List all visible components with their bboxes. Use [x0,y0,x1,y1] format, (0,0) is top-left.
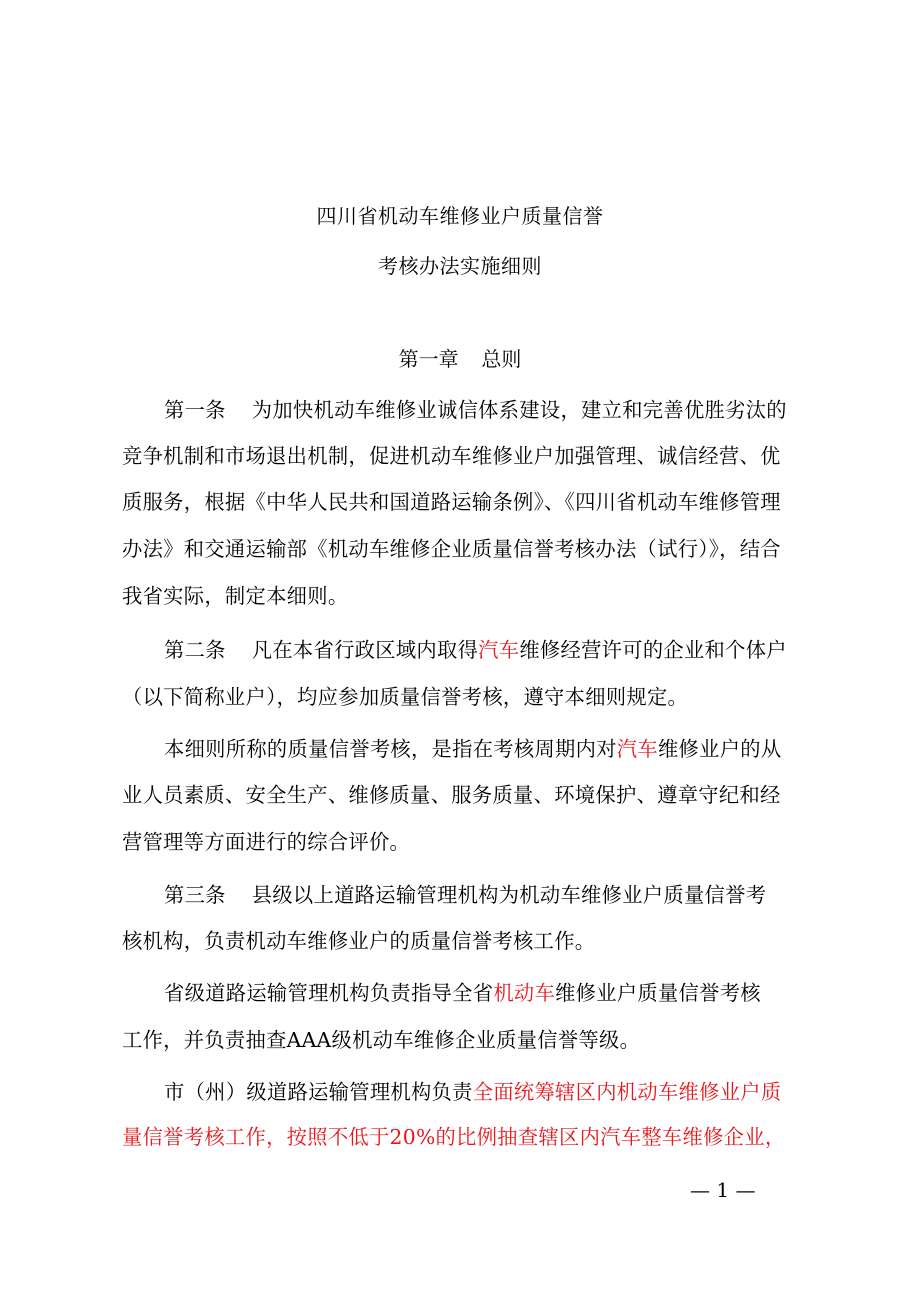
paragraph-line: 核机构，负责机动车维修业户的质量信誉考核工作。 [122,929,596,953]
paragraph-text: 为加快机动车维修业诚信体系建设，建立和完善优胜劣汰的 [251,398,787,422]
article-label: 第二条 [164,638,226,662]
paragraph-line [164,881,814,909]
paragraph-text: 维修业户质量信誉考核 [555,981,761,1005]
paragraph-line: 业人员素质、安全生产、维修质量、服务质量、环境保护、遵章守纪和经 [122,783,781,807]
chapter-heading [0,343,920,372]
article-label: 第一条 [164,398,226,422]
paragraph-text: 市（州）级道路运输管理机构负责 [164,1080,473,1104]
highlighted-paragraph-line: 量信誉考核工作，按照不低于20%的比例抽查辖区内汽车整车维修企业， [122,1125,786,1149]
chapter-label: 第一章 [398,347,459,371]
paragraph-text: 凡在本省行政区域内取得 [251,638,479,662]
page-number: — 1 — [690,1178,756,1202]
paragraph-line [164,396,814,424]
paragraph-line: 办法》和交通运输部《机动车维修企业质量信誉考核办法（试行）》，结合 [122,537,781,561]
paragraph-line [164,979,814,1007]
highlighted-text: 汽车 [478,638,520,662]
paragraph-text: 维修业户的从 [657,737,782,761]
paragraph-text: 省级道路运输管理机构负责指导全省 [164,981,494,1005]
paragraph-line [164,636,814,664]
paragraph-line: 工作，并负责抽查AAA级机动车维修企业质量信誉等级。 [122,1028,641,1052]
paragraph-line [164,735,814,763]
article-label: 第三条 [164,883,226,907]
paragraph-line: 竞争机制和市场退出机制，促进机动车维修业户加强管理、诚信经营、优 [122,444,781,468]
highlighted-text: 汽车 [616,737,658,761]
paragraph-text: 本细则所称的质量信誉考核，是指在考核周期内对 [164,737,617,761]
paragraph-line: （以下简称业户），均应参加质量信誉考核，遵守本细则规定。 [122,685,689,709]
chapter-name: 总则 [481,347,522,371]
paragraph-text: 维修经营许可的企业和个体户 [519,638,787,662]
highlighted-text: 机动车 [493,981,556,1005]
paragraph-line: 营管理等方面进行的综合评价。 [122,830,411,854]
paragraph-line: 我省实际，制定本细则。 [122,584,349,608]
highlighted-text: 全面统筹辖区内机动车维修业户质 [472,1080,782,1104]
document-title-line-1: 四川省机动车维修业户质量信誉 [316,204,604,228]
paragraph-line [164,1078,814,1106]
paragraph-text: 县级以上道路运输管理机构为机动车维修业户质量信誉考 [251,883,767,907]
paragraph-line: 质服务，根据《中华人民共和国道路运输条例》、《四川省机动车维修管理 [122,490,781,514]
document-title-line-2: 考核办法实施细则 [378,254,542,278]
